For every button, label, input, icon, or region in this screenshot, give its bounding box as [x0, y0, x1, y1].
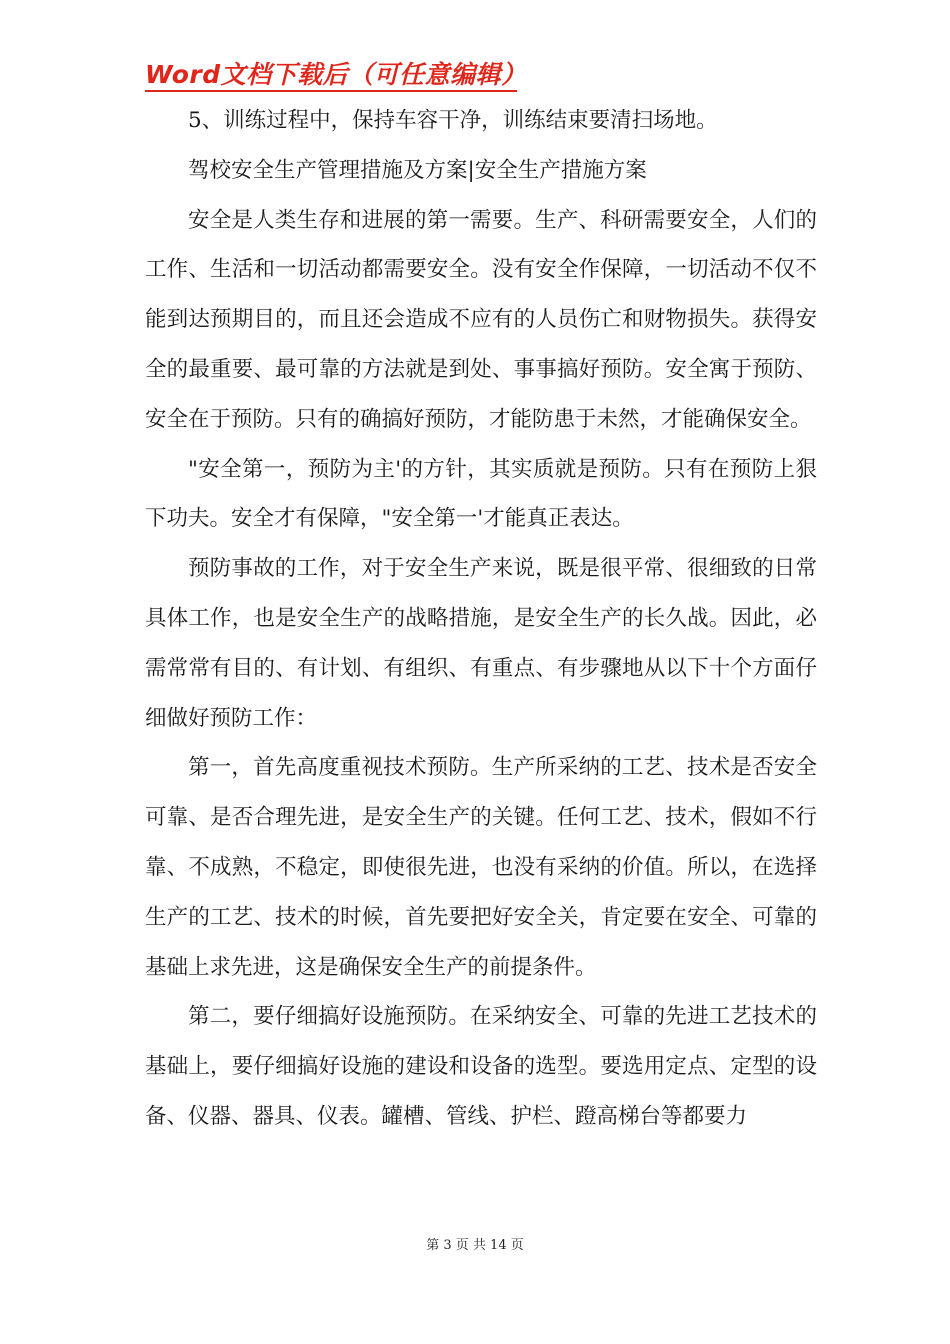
paragraph: 驾校安全生产管理措施及方案|安全生产措施方案 — [188, 157, 647, 183]
paragraph: 5、训练过程中，保持车容干净，训练结束要清扫场地。 — [188, 108, 718, 133]
paragraph: 预防事故的工作，对于安全生产来说，既是很平常、很细致的日常具体工作，也是安全生产的战略措施，是安全生产的长久战。因此，必需常常有目的、有计划、有组织、有重点、有步骤地从以下十个方面仔细做好预防工作： — [145, 556, 817, 731]
document-body — [145, 96, 817, 1142]
paragraph: 第二，要仔细搞好设施预防。在采纳安全、可靠的先进工艺技术的基础上，要仔细搞好设施的建设和设备的选型。要选用定点、定型的设备、仪器、器具、仪表。罐槽、管线、护栏、蹬高梯台等都要力 — [145, 1004, 817, 1129]
paragraph: "安全第一，预防为主'的方针，其实质就是预防。只有在预防上狠下功夫。安全才有保障，"安全第一'才能真正表达。 — [145, 456, 817, 532]
paragraph: 安全是人类生存和进展的第一需要。生产、科研需要安全，人们的工作、生活和一切活动都需要安全。没有安全作保障，一切活动不仅不能到达预期目的，而且还会造成不应有的人员伤亡和财物损失。获得安全的最重要、最可靠的方法就是到处、事事搞好预防。安全寓于预防、安全在于预防。只有的确搞好预防，才能防患于未然，才能确保安全。 — [145, 207, 817, 432]
watermark-underline — [145, 90, 517, 92]
page-number-footer: 第 3 页 共 14 页 — [426, 1238, 524, 1253]
paragraph: 第一，首先高度重视技术预防。生产所采纳的工艺、技术是否安全可靠、是否合理先进，是安全生产的关键。任何工艺、技术，假如不行靠、不成熟，不稳定，即使很先进，也没有采纳的价值。所以，在选择生产的工艺、技术的时候，首先要把好安全关，肯定要在安全、可靠的基础上求先进，这是确保安全生产的前提条件。 — [145, 755, 817, 980]
watermark-title: Word文档下载后（可任意编辑） — [145, 60, 527, 89]
